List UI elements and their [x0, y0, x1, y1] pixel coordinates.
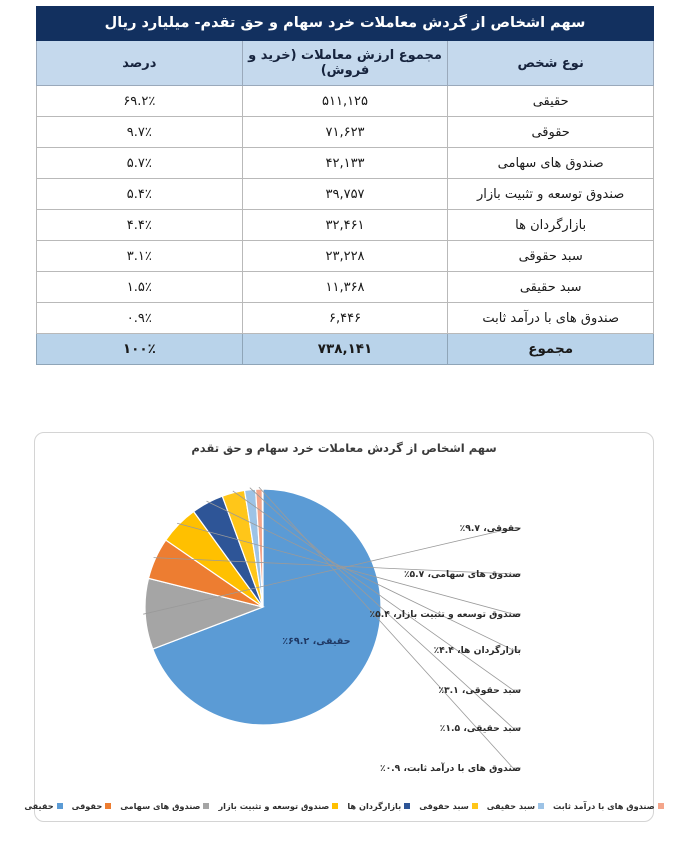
- legend-label: حقوقی: [71, 801, 103, 811]
- legend-item-fixed-income-funds[interactable]: [553, 801, 664, 811]
- cell-total-value: ۳۲,۴۶۱: [242, 210, 448, 241]
- cell-person-type: سبد حقیقی: [448, 272, 654, 303]
- table-title-row: [37, 7, 654, 41]
- cell-person-type: حقوقی: [448, 117, 654, 148]
- cell-percent: ۱.۵٪: [37, 272, 243, 303]
- table-total-row: [37, 334, 654, 365]
- cell-person-type: صندوق های با درآمد ثابت: [448, 303, 654, 334]
- legend-label: بازارگردان ها: [347, 801, 402, 811]
- legend-swatch-icon: [57, 803, 63, 809]
- cell-percent: ۰.۹٪: [37, 303, 243, 334]
- cell-total-value: ۵۱۱,۱۲۵: [242, 86, 448, 117]
- legend-label: سبد حقوقی: [419, 801, 469, 811]
- table-row: [37, 86, 654, 117]
- cell-percent: ۶۹.۲٪: [37, 86, 243, 117]
- pie-chart-card: [24, 432, 655, 822]
- table-row: [37, 210, 654, 241]
- legend-swatch-icon: [203, 803, 209, 809]
- legend-label: حقیقی: [24, 801, 54, 811]
- cell-percent: ۴.۴٪: [37, 210, 243, 241]
- legend-label: صندوق های با درآمد ثابت: [553, 801, 655, 811]
- cell-percent: ۳.۱٪: [37, 241, 243, 272]
- cell-total-value: ۳۹,۷۵۷: [242, 179, 448, 210]
- pie-inner-label: حقیقی، ۶۹.۲٪: [282, 635, 351, 647]
- callout-label-hoghoughi: حقوقی، ۹.۷٪: [459, 523, 521, 534]
- legend-swatch-icon: [472, 803, 478, 809]
- legend-item-market-stabilization-fund[interactable]: [218, 801, 338, 811]
- callout-label-market-stabilization-fund: صندوق توسعه و تثبیت بازار، ۵.۴٪: [369, 609, 521, 620]
- table-row: [37, 241, 654, 272]
- legend-swatch-icon: [105, 803, 111, 809]
- legend-item-legal-portfolio[interactable]: [419, 801, 478, 811]
- table-body: [37, 86, 654, 365]
- legend-item-hoghoughi[interactable]: [72, 801, 112, 811]
- cell-total-value: ۴۲,۱۳۳: [242, 148, 448, 179]
- legend-item-market-makers[interactable]: [347, 801, 410, 811]
- cell-percent: ۵.۷٪: [37, 148, 243, 179]
- table-header: [37, 7, 654, 86]
- legend-label: صندوق توسعه و تثبیت بازار: [218, 801, 330, 811]
- cell-person-type: صندوق توسعه و تثبیت بازار: [448, 179, 654, 210]
- legend-label: سبد حقیقی: [486, 801, 536, 811]
- callout-label-fixed-income-funds: صندوق های با درآمد ثابت، ۰.۹٪: [379, 763, 521, 774]
- chart-legend: [24, 801, 655, 811]
- cell-person-type: صندوق های سهامی: [448, 148, 654, 179]
- summary-table-container: [36, 6, 654, 365]
- summary-table: [36, 6, 654, 365]
- column-header-percent: درصد: [37, 41, 243, 86]
- column-header-total-value: مجموع ارزش معاملات (خرید و فروش): [242, 41, 448, 86]
- table-row: [37, 303, 654, 334]
- cell-total-value: ۲۳,۲۲۸: [242, 241, 448, 272]
- cell-person-type: بازارگردان ها: [448, 210, 654, 241]
- legend-swatch-icon: [658, 803, 664, 809]
- cell-total-value: ۷۳۸,۱۴۱: [242, 334, 448, 365]
- table-row: [37, 148, 654, 179]
- callout-label-legal-portfolio: سبد حقوقی، ۳.۱٪: [438, 685, 521, 696]
- cell-total-value: ۷۱,۶۲۳: [242, 117, 448, 148]
- column-header-person-type: نوع شخص: [448, 41, 654, 86]
- legend-swatch-icon: [404, 803, 410, 809]
- legend-swatch-icon: [538, 803, 544, 809]
- cell-person-type: حقیقی: [448, 86, 654, 117]
- chart-plot-area: [35, 457, 655, 775]
- cell-total-value: ۱۱,۳۶۸: [242, 272, 448, 303]
- table-row: [37, 117, 654, 148]
- pie-chart-svg: [35, 457, 655, 775]
- callout-label-market-makers: بازارگردان ها، ۴.۴٪: [433, 645, 521, 656]
- legend-label: صندوق های سهامی: [120, 801, 201, 811]
- table-title: سهم اشخاص از گردش معاملات خرد سهام و حق تقدم- میلیارد ریال: [37, 7, 654, 41]
- cell-person-type: سبد حقوقی: [448, 241, 654, 272]
- cell-total-label: مجموع: [448, 334, 654, 365]
- table-row: [37, 272, 654, 303]
- legend-item-equity-funds[interactable]: [120, 801, 209, 811]
- legend-swatch-icon: [332, 803, 338, 809]
- cell-percent: ۹.۷٪: [37, 117, 243, 148]
- table-row: [37, 179, 654, 210]
- callout-label-real-portfolio: سبد حقیقی، ۱.۵٪: [439, 723, 521, 734]
- chart-title: سهم اشخاص از گردش معاملات خرد سهام و حق تقدم: [191, 441, 497, 455]
- cell-total-value: ۶,۴۴۶: [242, 303, 448, 334]
- legend-item-real-portfolio[interactable]: [487, 801, 544, 811]
- callout-label-equity-funds: صندوق های سهامی، ۵.۷٪: [403, 569, 521, 580]
- legend-item-haghighi[interactable]: [24, 801, 62, 811]
- cell-percent: ۵.۴٪: [37, 179, 243, 210]
- cell-total-percent: ۱۰۰٪: [37, 334, 243, 365]
- table-column-header-row: [37, 41, 654, 86]
